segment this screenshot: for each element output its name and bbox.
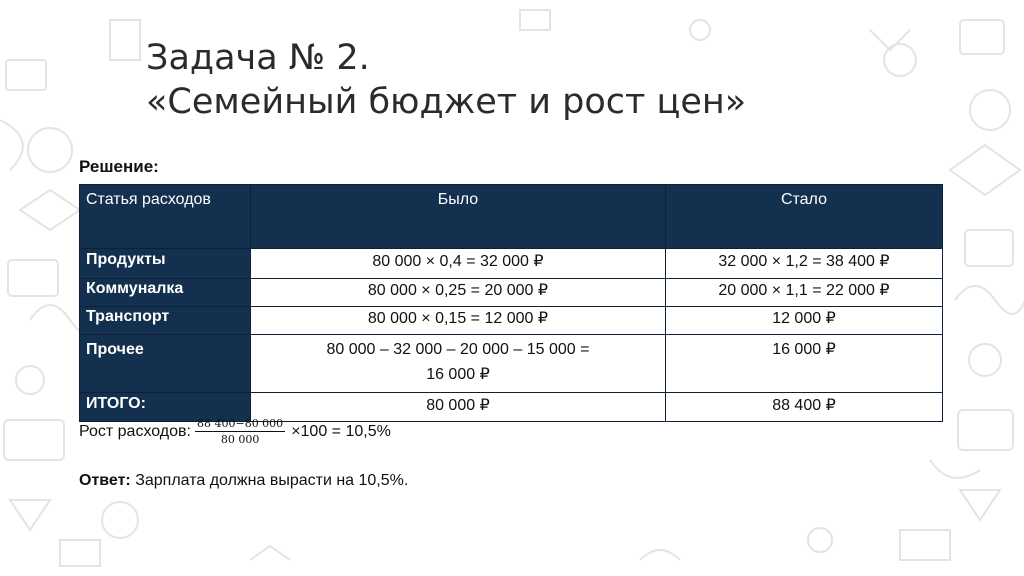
header-item: Статья расходов <box>80 185 251 249</box>
cell-was: 80 000 ₽ <box>251 393 666 422</box>
growth-result: ×100 = 10,5% <box>291 422 391 440</box>
row-label: ИТОГО: <box>80 393 251 422</box>
fraction-numerator: 88 400−80 000 <box>196 417 284 430</box>
growth-fraction <box>195 417 285 446</box>
table-row <box>80 307 943 335</box>
budget-table <box>79 184 943 422</box>
answer <box>79 472 408 490</box>
cell-became: 12 000 ₽ <box>665 307 942 335</box>
title-line-1: Задача № 2. <box>146 38 370 78</box>
growth-formula <box>79 417 391 446</box>
table-row <box>80 335 943 393</box>
header-was: Было <box>251 185 666 249</box>
title-line-2: «Семейный бюджет и рост цен» <box>146 82 747 122</box>
cell-was: 80 000 × 0,25 = 20 000 ₽ <box>251 279 666 307</box>
table-row <box>80 249 943 279</box>
row-label: Прочее <box>80 335 251 393</box>
solution-label: Решение: <box>79 157 159 176</box>
fraction-denominator: 80 000 <box>220 433 260 446</box>
row-label: Транспорт <box>80 307 251 335</box>
row-label: Коммуналка <box>80 279 251 307</box>
slide-title <box>146 36 746 124</box>
row-label: Продукты <box>80 249 251 279</box>
cell-was-line-2: 16 000 ₽ <box>426 366 490 383</box>
cell-was: 80 000 × 0,4 = 32 000 ₽ <box>251 249 666 279</box>
answer-label: Ответ: <box>79 472 131 489</box>
cell-became: 20 000 × 1,1 = 22 000 ₽ <box>665 279 942 307</box>
cell-was: 80 000 × 0,15 = 12 000 ₽ <box>251 307 666 335</box>
cell-was-line-1: 80 000 – 32 000 – 20 000 – 15 000 = <box>326 341 590 358</box>
cell-was <box>251 335 666 393</box>
cell-became: 16 000 ₽ <box>665 335 942 393</box>
cell-became: 32 000 × 1,2 = 38 400 ₽ <box>665 249 942 279</box>
growth-label: Рост расходов: <box>79 422 191 440</box>
header-became: Стало <box>665 185 942 249</box>
cell-became: 88 400 ₽ <box>665 393 942 422</box>
table-header-row <box>80 185 943 249</box>
answer-text: Зарплата должна вырасти на 10,5%. <box>130 472 409 489</box>
table-row <box>80 279 943 307</box>
